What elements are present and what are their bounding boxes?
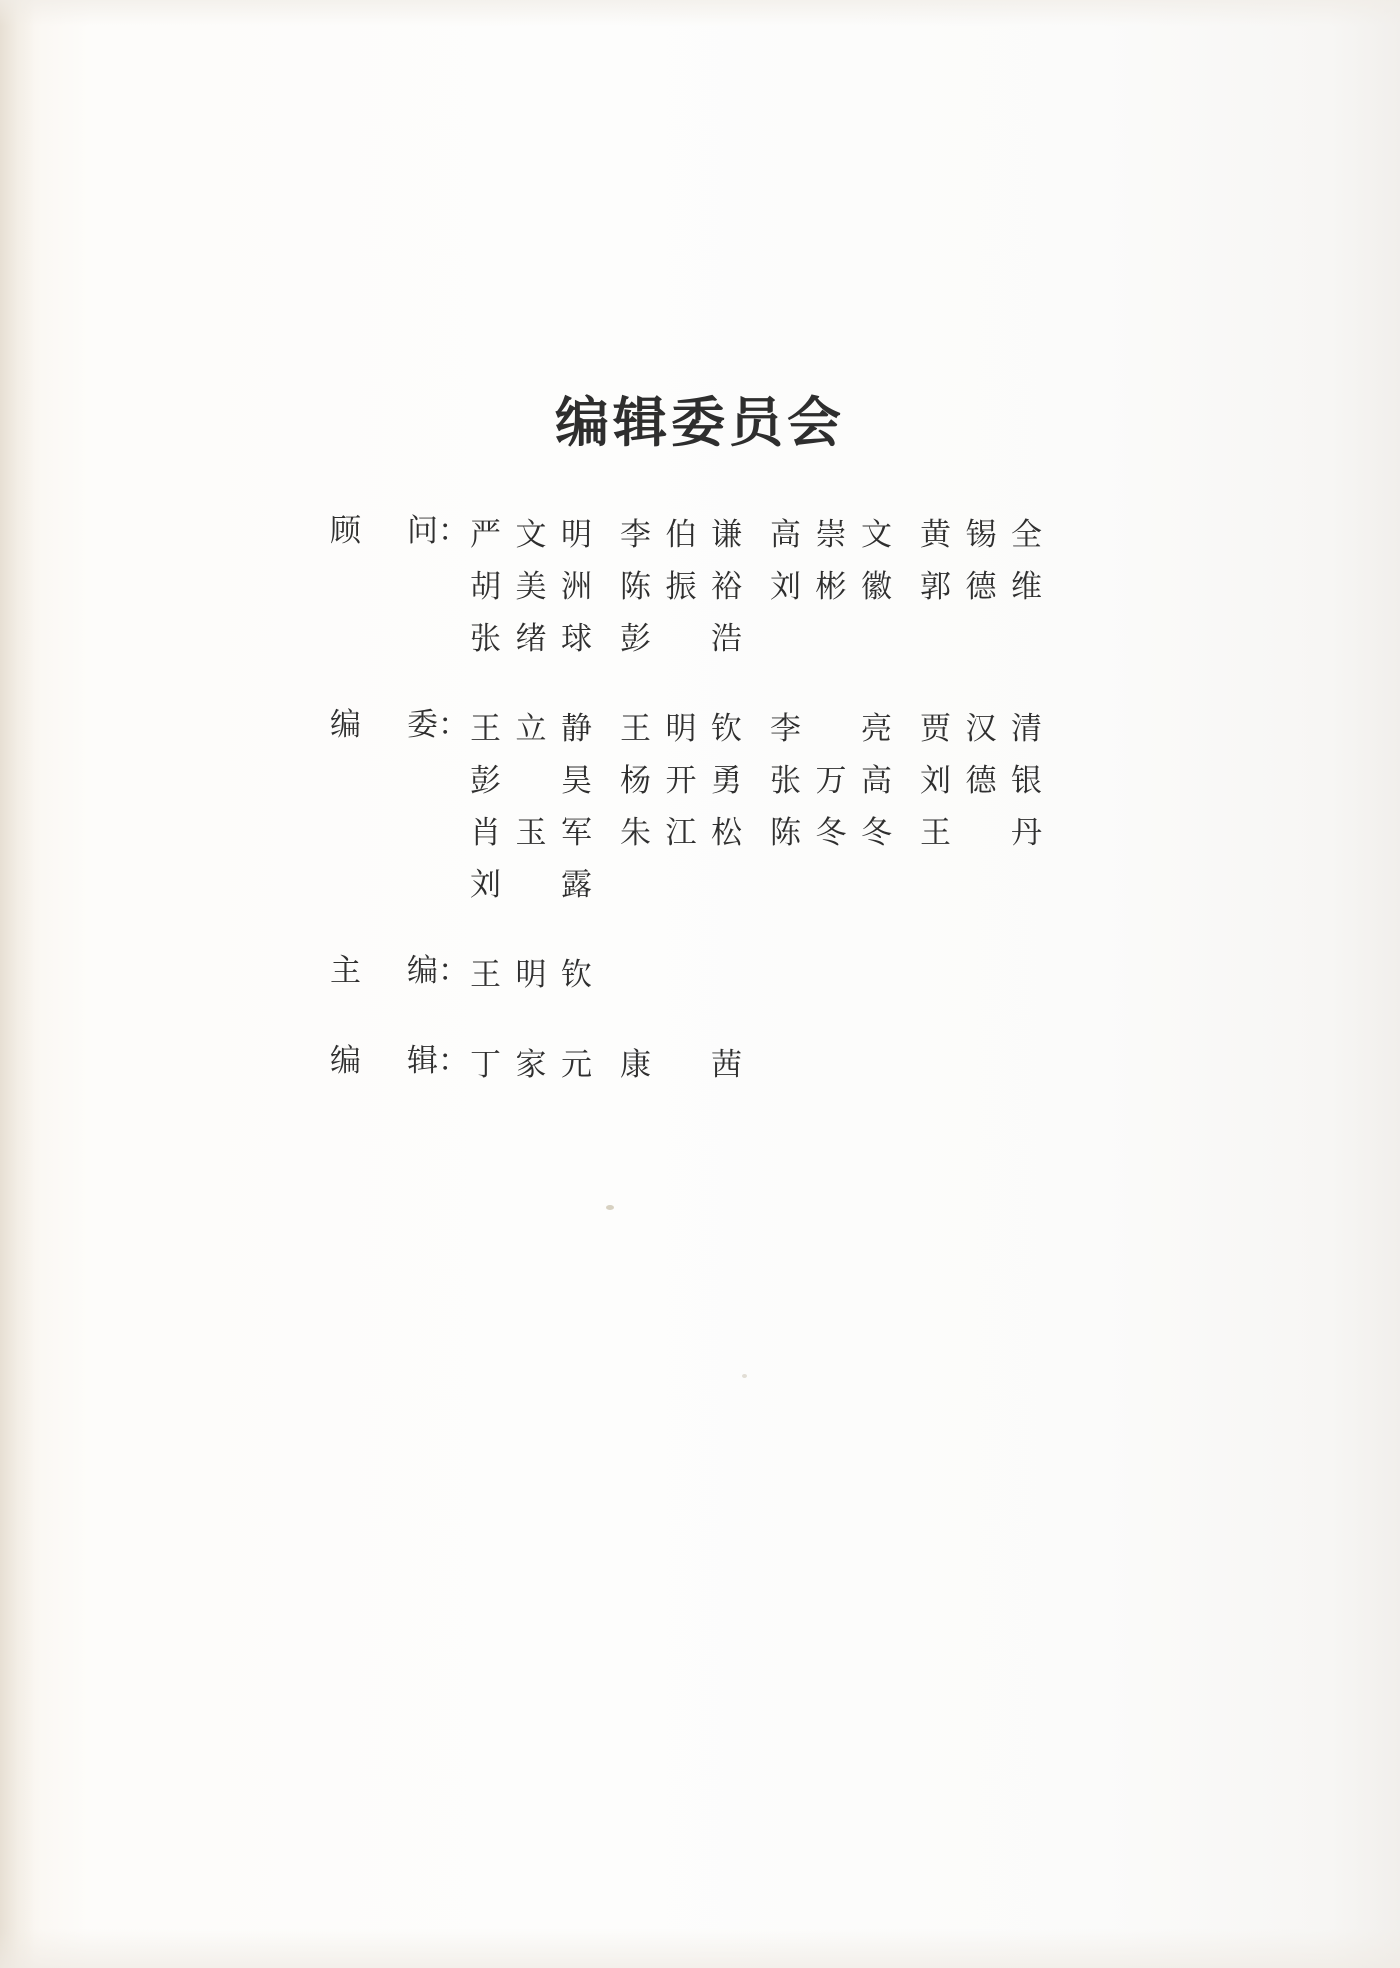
roster-name-row bbox=[470, 609, 1090, 661]
roster-entry-label-colon: ： bbox=[438, 953, 469, 989]
roster-entry-label bbox=[330, 699, 470, 744]
roster-entry bbox=[330, 1035, 1090, 1087]
roster-entry-label bbox=[330, 945, 470, 990]
roster-name: 丁家元 bbox=[470, 1046, 592, 1083]
roster-name: 陈振裕 bbox=[620, 568, 742, 605]
roster-entry-label-text: 编委 bbox=[330, 707, 438, 743]
roster-name-row bbox=[470, 699, 1090, 751]
roster-name: 刘彬徽 bbox=[770, 568, 892, 605]
roster-name-row bbox=[470, 803, 1090, 855]
roster-entry-label-text: 主编 bbox=[330, 953, 438, 989]
roster-name: 王立静 bbox=[470, 710, 592, 747]
roster-name: 彭 昊 bbox=[470, 762, 592, 799]
roster-name: 李伯谦 bbox=[620, 516, 742, 553]
roster-entry-label-text: 顾问 bbox=[330, 513, 438, 549]
roster-name: 王明钦 bbox=[620, 710, 742, 747]
roster-name: 杨开勇 bbox=[620, 762, 742, 799]
roster-name-row bbox=[470, 751, 1090, 803]
roster-name: 刘德银 bbox=[920, 762, 1042, 799]
roster-name: 黄锡全 bbox=[920, 516, 1042, 553]
roster-entry bbox=[330, 505, 1090, 661]
roster-entry-label-text: 编辑 bbox=[330, 1043, 438, 1079]
roster-name: 张绪球 bbox=[470, 620, 592, 657]
roster-name: 肖玉军 bbox=[470, 814, 592, 851]
editorial-board-roster bbox=[330, 505, 1090, 1087]
roster-name-row bbox=[470, 945, 1090, 997]
roster-name: 陈冬冬 bbox=[770, 814, 892, 851]
roster-name-rows bbox=[470, 945, 1090, 997]
roster-name-rows bbox=[470, 699, 1090, 907]
roster-name-row bbox=[470, 505, 1090, 557]
roster-name: 康 茜 bbox=[620, 1046, 742, 1083]
scan-speck-secondary bbox=[742, 1374, 747, 1378]
roster-name-row bbox=[470, 1035, 1090, 1087]
roster-entry bbox=[330, 945, 1090, 997]
roster-name-rows bbox=[470, 505, 1090, 661]
roster-name: 朱江松 bbox=[620, 814, 742, 851]
roster-name: 高崇文 bbox=[770, 516, 892, 553]
roster-name: 王明钦 bbox=[470, 956, 592, 993]
roster-name-row bbox=[470, 557, 1090, 609]
page-title: 编辑委员会 bbox=[555, 390, 845, 454]
roster-name: 王 丹 bbox=[920, 814, 1042, 851]
scan-speck bbox=[606, 1205, 614, 1210]
roster-name: 郭德维 bbox=[920, 568, 1042, 605]
roster-name-rows bbox=[470, 1035, 1090, 1087]
roster-name: 胡美洲 bbox=[470, 568, 592, 605]
roster-name: 李 亮 bbox=[770, 710, 892, 747]
roster-name: 刘 露 bbox=[470, 866, 592, 903]
roster-name: 严文明 bbox=[470, 516, 592, 553]
roster-entry-label-colon: ： bbox=[438, 1043, 469, 1079]
roster-entry-label bbox=[330, 1035, 470, 1080]
roster-entry bbox=[330, 699, 1090, 907]
roster-name-row bbox=[470, 855, 1090, 907]
roster-entry-label-colon: ： bbox=[438, 707, 469, 743]
roster-entry-label bbox=[330, 505, 470, 550]
roster-name: 张万高 bbox=[770, 762, 892, 799]
roster-name: 贾汉清 bbox=[920, 710, 1042, 747]
roster-entry-label-colon: ： bbox=[438, 513, 469, 549]
roster-name: 彭 浩 bbox=[620, 620, 742, 657]
